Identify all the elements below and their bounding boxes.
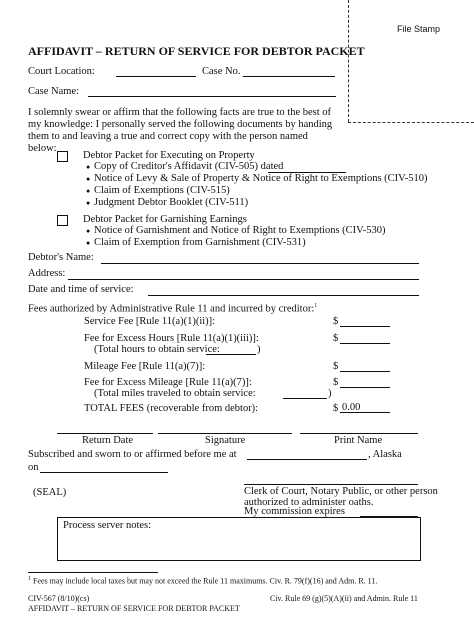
service-fee-field[interactable]	[340, 326, 390, 327]
excess-hours-dollar: $	[333, 333, 339, 344]
list-item: ● Notice of Levy & Sale of Property & Notice of Right to Exemptions (CIV-510)	[86, 173, 428, 185]
footer-rules: Civ. Rule 69 (g)(5)(A)(ii) and Admin. Rule 11	[270, 594, 418, 603]
mileage-fee-label: Mileage Fee [Rule 11(a)(7)]:	[84, 361, 206, 372]
total-hours-label: (Total hours to obtain service:	[94, 344, 220, 355]
footer-form-title: AFFIDAVIT – RETURN OF SERVICE FOR DEBTOR PACKET	[28, 604, 240, 613]
oath-paragraph: I solemnly swear or affirm that the following facts are true to the best of my knowledge: I personally served the following documents by handing them to and leaving a true and correct copy with the person named below:	[28, 107, 333, 154]
packet-executing-title: Debtor Packet for Executing on Property	[83, 150, 255, 161]
footnote-ref: 1	[314, 303, 318, 309]
form-number: CIV-567 (8/10)(cs)	[28, 594, 90, 603]
mileage-fee-field[interactable]	[340, 371, 390, 372]
total-miles-close: )	[328, 388, 332, 399]
excess-mileage-label: Fee for Excess Mileage [Rule 11(a)(7)]:	[84, 377, 252, 388]
creditor-affidavit-date-field[interactable]	[268, 172, 346, 173]
mileage-fee-dollar: $	[333, 361, 339, 372]
total-miles-label: (Total miles traveled to obtain service:	[94, 388, 256, 399]
file-stamp-label: File Stamp	[397, 24, 441, 34]
packet-garnishing-title: Debtor Packet for Garnishing Earnings	[83, 214, 247, 225]
case-no-field[interactable]	[243, 76, 335, 77]
footnote-mark: 1	[28, 576, 31, 582]
print-name-label: Print Name	[334, 435, 383, 446]
case-no-label: Case No.	[202, 66, 241, 77]
list-item: ● Copy of Creditor's Affidavit (CIV-505) dated	[86, 161, 428, 173]
address-field[interactable]	[68, 279, 419, 280]
list-item: ● Claim of Exemption from Garnishment (CIV-531)	[86, 237, 386, 249]
excess-mileage-dollar: $	[333, 377, 339, 388]
total-hours-field[interactable]	[206, 354, 256, 355]
file-stamp-border-left	[348, 0, 349, 122]
file-stamp-border-bottom	[348, 122, 474, 123]
total-fees-value[interactable]: 0.00	[342, 402, 361, 413]
total-fees-field	[340, 412, 390, 413]
return-date-line[interactable]	[57, 433, 153, 434]
excess-mileage-field[interactable]	[340, 387, 390, 388]
packet-executing-list	[86, 161, 428, 209]
sworn-date-field[interactable]	[40, 472, 168, 473]
clerk-signature-line[interactable]	[244, 484, 418, 485]
packet-executing-checkbox[interactable]	[57, 151, 68, 162]
fees-intro	[28, 300, 317, 316]
sworn-on-label: on	[28, 462, 39, 473]
process-server-notes-label: Process server notes:	[63, 520, 152, 531]
clerk-line-2: authorized to administer oaths.	[244, 497, 374, 508]
case-name-field[interactable]	[88, 96, 336, 97]
total-hours-close: )	[257, 344, 261, 355]
sworn-alaska: , Alaska	[368, 449, 402, 460]
date-time-label: Date and time of service:	[28, 284, 134, 295]
sworn-location-field[interactable]	[247, 459, 367, 460]
sworn-text: Subscribed and sworn to or affirmed before me at	[28, 449, 237, 460]
case-name-label: Case Name:	[28, 86, 80, 97]
list-item: ● Notice of Garnishment and Notice of Right to Exemptions (CIV-530)	[86, 225, 386, 237]
date-time-field[interactable]	[148, 295, 419, 296]
footnote	[28, 576, 377, 586]
court-location-label: Court Location:	[28, 66, 95, 77]
excess-hours-field[interactable]	[340, 343, 390, 344]
service-fee-label: Service Fee [Rule 11(a)(1)(ii)]:	[84, 316, 216, 327]
commission-expires-label: My commission expires	[244, 506, 345, 517]
total-miles-field[interactable]	[283, 398, 327, 399]
list-item: ● Claim of Exemptions (CIV-515)	[86, 185, 428, 197]
list-item: ● Judgment Debtor Booklet (CIV-511)	[86, 197, 428, 209]
total-fees-label: TOTAL FEES (recoverable from debtor):	[84, 403, 259, 414]
form-title: AFFIDAVIT – RETURN OF SERVICE FOR DEBTOR PACKET	[28, 44, 365, 58]
signature-label: Signature	[205, 435, 246, 446]
packet-garnishing-list	[86, 225, 386, 249]
footnote-divider	[28, 572, 158, 573]
excess-hours-label: Fee for Excess Hours [Rule 11(a)(1)(iii)]:	[84, 333, 259, 344]
footnote-text: Fees may include local taxes but may not exceed the Rule 11 maximums. Civ. R. 79(f)(16) and Adm. R. 11.	[33, 576, 378, 586]
debtor-name-field[interactable]	[101, 263, 419, 264]
packet-garnishing-checkbox[interactable]	[57, 215, 68, 226]
court-location-field[interactable]	[116, 76, 196, 77]
return-date-label: Return Date	[82, 435, 134, 446]
fees-intro-text: Fees authorized by Administrative Rule 11 and incurred by creditor:	[28, 303, 315, 315]
debtor-name-label: Debtor's Name:	[28, 252, 94, 263]
service-fee-dollar: $	[333, 316, 339, 327]
print-name-line[interactable]	[300, 433, 418, 434]
total-fees-dollar: $	[333, 403, 339, 414]
address-label: Address:	[28, 268, 66, 279]
signature-line[interactable]	[158, 433, 292, 434]
seal-label: (SEAL)	[33, 487, 67, 498]
clerk-line-1: Clerk of Court, Notary Public, or other person	[244, 486, 438, 497]
